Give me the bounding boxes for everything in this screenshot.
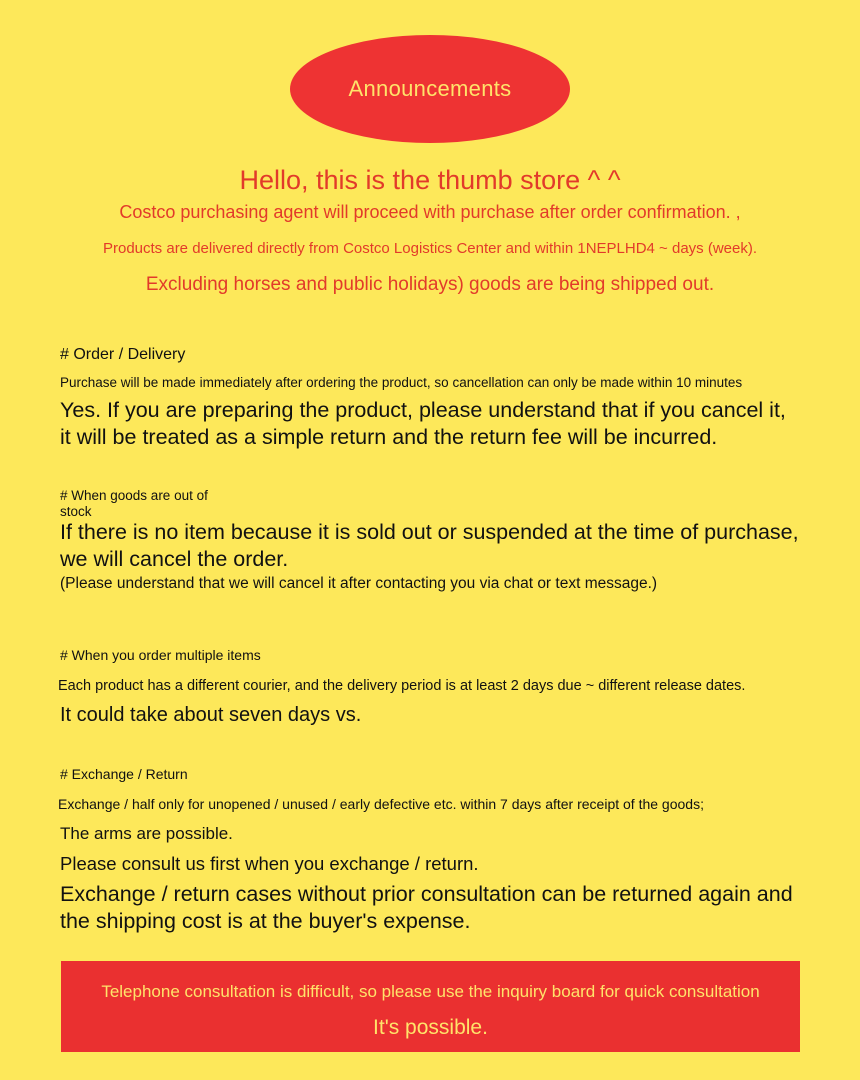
- intro-line-shipping: Excluding horses and public holidays) goods are being shipped out.: [145, 274, 715, 295]
- section-heading-line1: # When goods are out of: [60, 488, 208, 503]
- section-note: Each product has a different courier, and the delivery period is at least 2 days due ~ different release dates.: [58, 678, 746, 694]
- intro-line-purchasing: Costco purchasing agent will proceed with purchase after order confirmation. ,: [119, 202, 741, 222]
- announcements-label: Announcements: [348, 76, 512, 101]
- section-order-delivery: [60, 346, 800, 451]
- section-body: Exchange / return cases without prior consultation can be returned again and the shipping cost is at the buyer's expense.: [60, 882, 793, 933]
- section-note: Exchange / half only for unopened / unused / early defective etc. within 7 days after receipt of the goods;: [58, 796, 704, 812]
- announcements-badge: [290, 35, 570, 143]
- intro-line-delivery: Products are delivered directly from Costco Logistics Center and within 1NEPLHD4 ~ days (week).: [102, 240, 758, 257]
- section-multiple-items: [60, 647, 800, 729]
- section-body: Yes. If you are preparing the product, please understand that if you cancel it, it will be treated as a simple return and the return fee will be incurred.: [60, 398, 786, 449]
- section-note: (Please understand that we will cancel it after contacting you via chat or text message.): [60, 575, 658, 592]
- section-line-consult: Please consult us first when you exchange / return.: [60, 853, 479, 874]
- section-exchange-return: [60, 766, 800, 935]
- section-body: If there is no item because it is sold out or suspended at the time of purchase, we will cancel the order.: [60, 520, 799, 571]
- consultation-banner: [61, 961, 800, 1052]
- section-out-of-stock: [60, 488, 800, 593]
- store-greeting-title: Hello, this is the thumb store ^ ^: [239, 165, 621, 195]
- consultation-line1: Telephone consultation is difficult, so please use the inquiry board for quick consultation: [101, 982, 760, 1001]
- section-line-arms: The arms are possible.: [60, 824, 233, 843]
- section-heading: # When you order multiple items: [60, 647, 261, 663]
- section-heading-line2: stock: [60, 504, 92, 519]
- section-heading: # Exchange / Return: [60, 766, 188, 782]
- consultation-line2: It's possible.: [373, 1016, 488, 1039]
- section-note: Purchase will be made immediately after ordering the product, so cancellation can only be made within 10 minutes: [60, 375, 743, 390]
- section-body: It could take about seven days vs.: [60, 704, 362, 726]
- section-heading: # Order / Delivery: [60, 346, 186, 363]
